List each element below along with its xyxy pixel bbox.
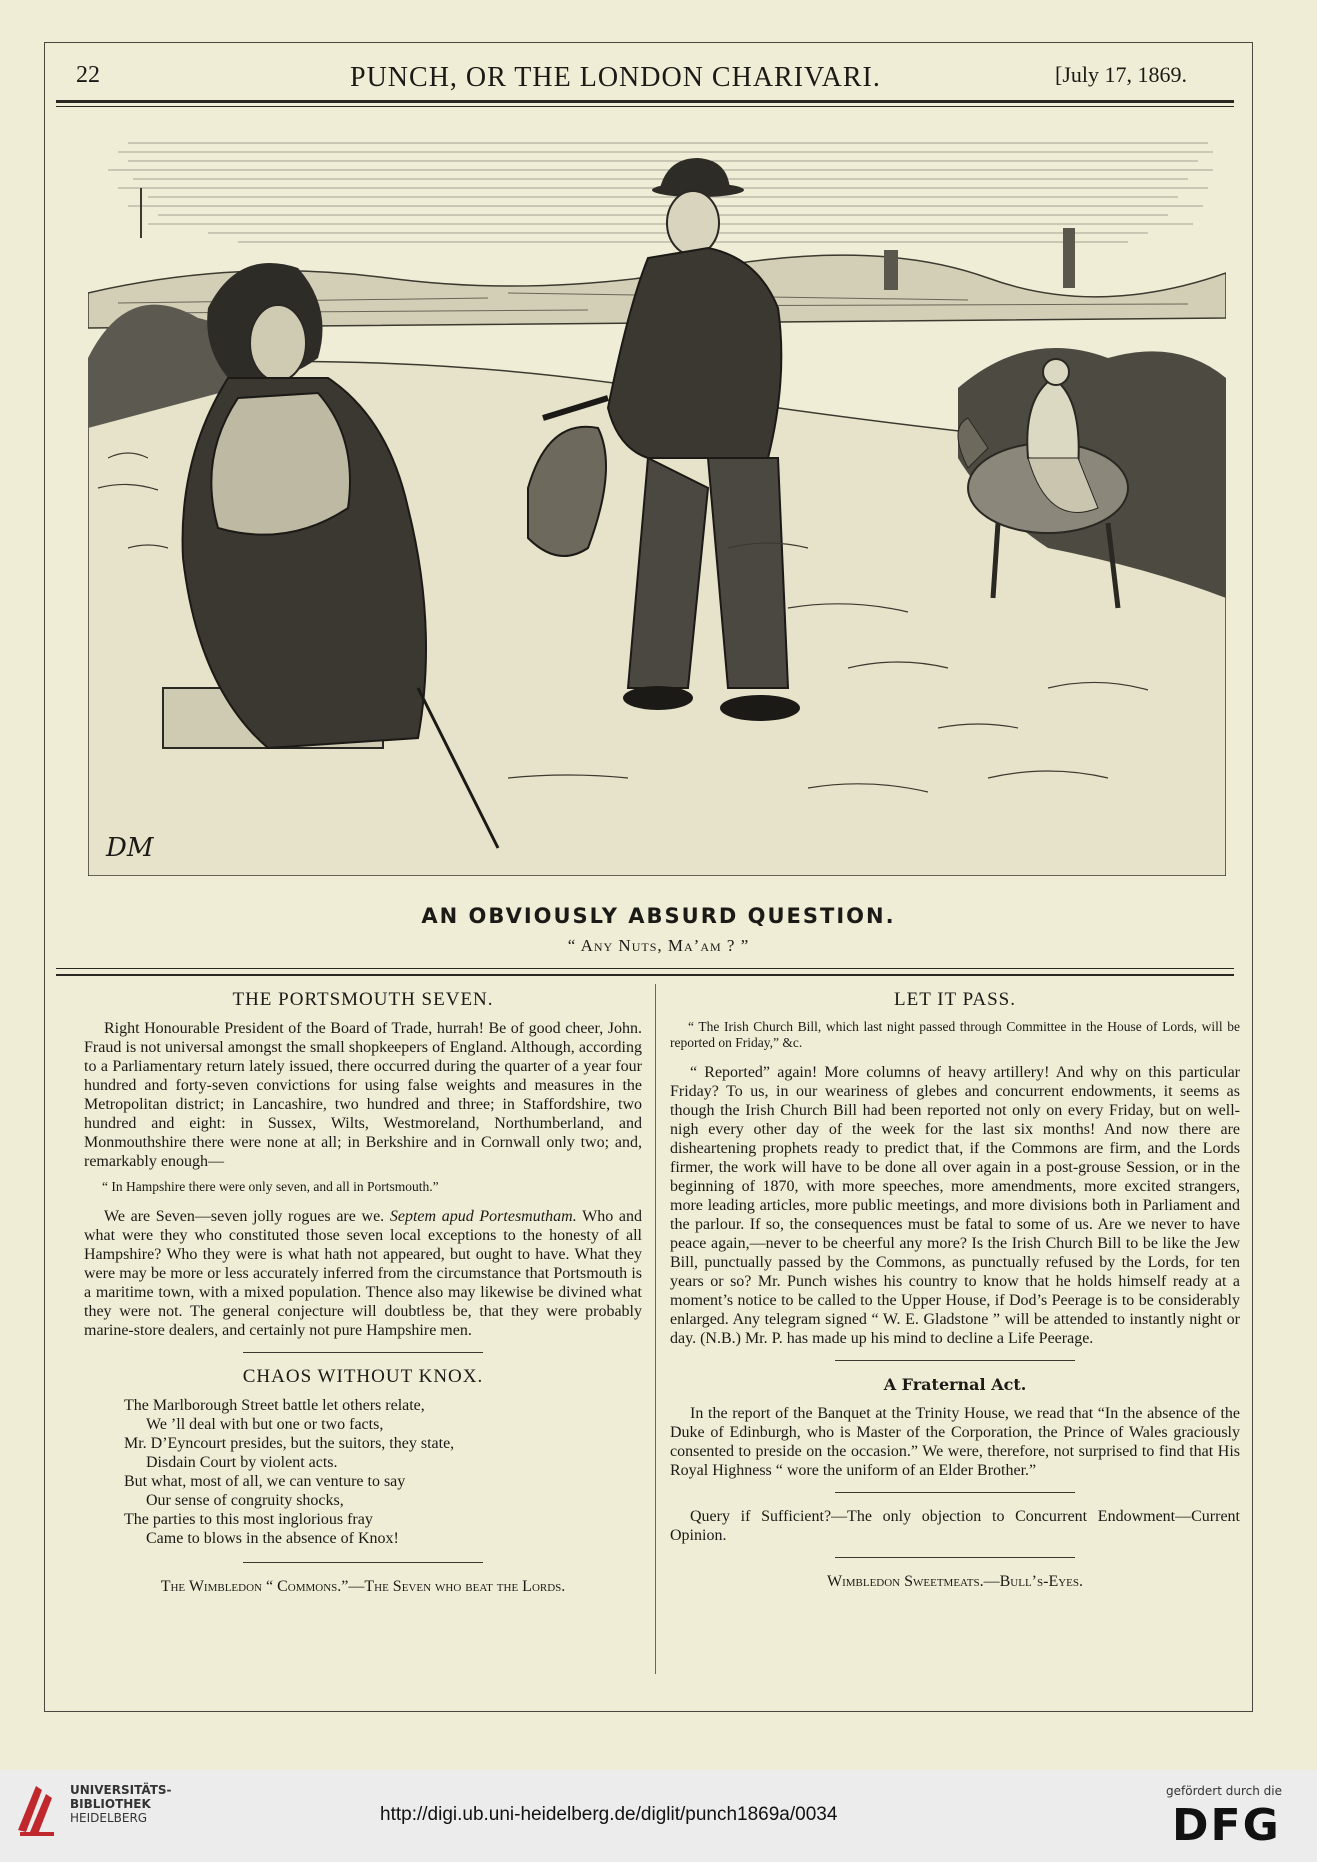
library-logo-icon <box>14 1780 58 1838</box>
article-quote: “ In Hampshire there were only seven, and all in Portsmouth.” <box>102 1179 439 1194</box>
page-number: 22 <box>76 62 100 88</box>
article-paragraph: Right Honourable President of the Board of Trade, hurrah! Be of good cheer, John. Fraud is not universal amongst the small shopkeepers of England. Although, according to a Parliamentary return lately issued, there occurred during the quarter of a year four hundred and forty-seven convictions for using false weights and measures in the Metropolitan district; in Lancashire, two hundred and three; in Staffordshire, two hundred and eight: in Sussex, Wilts, Westmoreland, Northumberland, and Monmouthshire there were none at all; in Berkshire and in Cornwall only two; and, remarkably enough— <box>84 1020 642 1170</box>
column-divider <box>655 984 656 1674</box>
section-rule <box>56 968 1234 969</box>
latin-phrase: Septem apud Portesmutham. <box>389 1208 577 1225</box>
column-footline: Wimbledon Sweetmeats.—Bull’s-Eyes. <box>826 1573 1084 1590</box>
right-column <box>670 990 1240 1591</box>
article-heading: LET IT PASS. <box>894 989 1016 1010</box>
separator <box>835 1557 1075 1558</box>
library-name-line: BIBLIOTHEK <box>70 1797 151 1811</box>
separator <box>243 1562 483 1563</box>
column-footline: The Wimbledon “ Commons.”—The Seven who beat the Lords. <box>160 1578 566 1595</box>
separator <box>835 1360 1075 1361</box>
verse-line: Mr. D’Eyncourt presides, but the suitors, they state, <box>124 1435 455 1452</box>
section-rule-thick <box>56 974 1234 976</box>
verse-line: Our sense of congruity shocks, <box>146 1492 344 1509</box>
poem <box>124 1396 642 1548</box>
verse-line: Came to blows in the absence of Knox! <box>146 1530 399 1547</box>
article-quote: “ The Irish Church Bill, which last night passed through Committee in the House of Lords, will be reported on Friday,” &c. <box>670 1019 1240 1050</box>
verse-line: The parties to this most inglorious fray <box>124 1511 373 1528</box>
funding-label: gefördert durch die <box>1166 1784 1282 1798</box>
library-name-line: HEIDELBERG <box>70 1811 148 1825</box>
separator <box>835 1492 1075 1493</box>
header-rule <box>56 100 1234 103</box>
article-paragraph: “ Reported” again! More columns of heavy artillery! And why on this particular Friday? To us, in our weariness of glebes and concurrent endowments, it seems as though the Irish Church Bill had been reported not only on every Friday, but on well-nigh every other day of the week for the last six months! And now there are disheartening prophets ready to predict that, if the Commons are firm, and the Lords firmer, the work will have to be done all over again in a post-grouse Session, or in the beginning of 1870, with more speeches, more amendments, more excited strangers, more leading articles, more public meetings, and more divisions both in Parliament and the parlour. If so, the consequences must be fatal to some of us. Are we never to have peace again,—never to be cheerful any more? Is the Irish Church Bill to be like the Jew Bill, punctually passed by the Commons, as punctually refused by the Lords, for ten years or so? Mr. Punch wishes his country to know that he holds himself ready at a moment’s notice to be called to the Upper House, if Dod’s Peerage is to be considerably enlarged. Any telegram signed “ W. E. Gladstone ” will be attended to instantly night or day. (N.B.) Mr. P. has made up his mind to decline a Life Peerage. <box>670 1064 1240 1347</box>
digitization-footer <box>0 1770 1317 1862</box>
separator <box>243 1352 483 1353</box>
verse-line: The Marlborough Street battle let others relate, <box>124 1397 425 1414</box>
cartoon-caption-title: AN OBVIOUSLY ABSURD QUESTION. <box>421 904 896 928</box>
article-paragraph: In the report of the Banquet at the Trinity House, we read that “In the absence of the Duke of Edinburgh, who is Master of the Corporation, the Prince of Wales graciously consented to preside on the occasion.” We were, therefore, not surprised to find that His Royal Highness “ wore the uniform of an Elder Brother.” <box>670 1405 1240 1479</box>
query-paragraph: Query if Sufficient?—The only objection to Concurrent Endowment—Current Opinion. <box>670 1508 1240 1544</box>
dfg-logo: DFG <box>1172 1800 1281 1851</box>
article-heading: A Fraternal Act. <box>883 1375 1027 1394</box>
left-column <box>84 990 642 1596</box>
artist-monogram: DM <box>106 833 154 863</box>
verse-line: But what, most of all, we can venture to say <box>124 1473 406 1490</box>
paragraph-text: Who and what were they who constituted those seven local exceptions to the honesty of all Hampshire? Who they were is what hath not appeared, but ought to have. What they were may be more or less accurately inferred from the circumstance that Portsmouth is a maritime town, with a mixed population. Thence also may likewise be divined what they were not. The general conjecture will doubtless be, that they were probably marine-store dealers, and certainly not pure Hampshire men. <box>84 1208 642 1339</box>
permalink-url[interactable]: http://digi.ub.uni-heidelberg.de/diglit/punch1869a/0034 <box>380 1804 838 1825</box>
verse-line: We ’ll deal with but one or two facts, <box>146 1416 384 1433</box>
article-heading: CHAOS WITHOUT KNOX. <box>242 1366 484 1387</box>
cartoon-caption-subtitle: “ Any Nuts, Ma’am ? ” <box>567 936 750 955</box>
paragraph-text: We are Seven—seven jolly rogues are we. <box>104 1208 390 1225</box>
article-paragraph <box>84 1207 642 1340</box>
masthead-title: PUNCH, OR THE LONDON CHARIVARI. <box>350 62 881 93</box>
header-rule-thin <box>56 106 1234 107</box>
article-heading: THE PORTSMOUTH SEVEN. <box>232 989 494 1010</box>
issue-date: [July 17, 1869. <box>1055 62 1187 87</box>
library-name <box>70 1783 172 1825</box>
distant-tower-2 <box>1063 228 1075 288</box>
verse-line: Disdain Court by violent acts. <box>146 1454 338 1471</box>
distant-tower <box>884 250 898 290</box>
cartoon-illustration <box>88 128 1226 876</box>
library-name-line: UNIVERSITÄTS- <box>70 1783 172 1797</box>
